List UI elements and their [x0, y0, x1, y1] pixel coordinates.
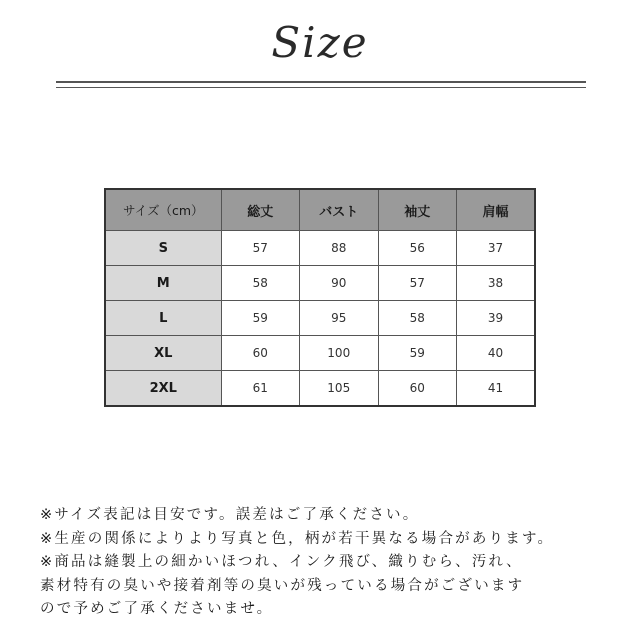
header-total-length: 総丈 — [221, 189, 300, 231]
size-label: 2XL — [105, 371, 221, 407]
table-header-row — [105, 189, 535, 231]
total-length-cell: 57 — [221, 231, 300, 266]
header-size-cm: サイズ（cm） — [105, 189, 221, 231]
table-row — [105, 266, 535, 301]
shoulder-width-cell: 38 — [457, 266, 536, 301]
note-line: ので予めご了承くださいませ。 — [40, 601, 274, 617]
sleeve-length-cell: 57 — [378, 266, 457, 301]
total-length-cell: 61 — [221, 371, 300, 407]
note-line: ※生産の関係によりより写真と色，柄が若干異なる場合があります。 — [40, 530, 555, 547]
title-divider-thick — [56, 81, 586, 83]
bust-cell: 90 — [300, 266, 379, 301]
table-row — [105, 231, 535, 266]
note-line: ※サイズ表記は目安です。誤差はご了承ください。 — [40, 507, 420, 523]
bust-cell: 88 — [300, 231, 379, 266]
size-label: L — [105, 301, 221, 336]
total-length-cell: 59 — [221, 301, 300, 336]
table-row — [105, 371, 535, 407]
sleeve-length-cell: 56 — [378, 231, 457, 266]
sleeve-length-cell: 59 — [378, 336, 457, 371]
bust-cell: 100 — [300, 336, 379, 371]
size-chart-table — [104, 188, 536, 407]
total-length-cell: 58 — [221, 266, 300, 301]
size-label: XL — [105, 336, 221, 371]
note-line: ※商品は縫製上の細かいほつれ、インク飛び、織りむら、汚れ、 — [40, 554, 523, 570]
header-bust: バスト — [300, 189, 379, 231]
bust-cell: 105 — [300, 371, 379, 407]
title-divider-thin — [56, 87, 586, 88]
shoulder-width-cell: 39 — [457, 301, 536, 336]
sleeve-length-cell: 58 — [378, 301, 457, 336]
page-title: Size — [271, 18, 369, 67]
total-length-cell: 60 — [221, 336, 300, 371]
table-row — [105, 336, 535, 371]
notes-block — [40, 504, 620, 622]
sleeve-length-cell: 60 — [378, 371, 457, 407]
size-label: S — [105, 231, 221, 266]
table-row — [105, 301, 535, 336]
shoulder-width-cell: 37 — [457, 231, 536, 266]
shoulder-width-cell: 40 — [457, 336, 536, 371]
bust-cell: 95 — [300, 301, 379, 336]
note-line: 素材特有の臭いや接着剤等の臭いが残っている場合がございます — [40, 577, 525, 594]
shoulder-width-cell: 41 — [457, 371, 536, 407]
header-shoulder-width: 肩幅 — [457, 189, 536, 231]
size-label: M — [105, 266, 221, 301]
header-sleeve-length: 袖丈 — [378, 189, 457, 231]
